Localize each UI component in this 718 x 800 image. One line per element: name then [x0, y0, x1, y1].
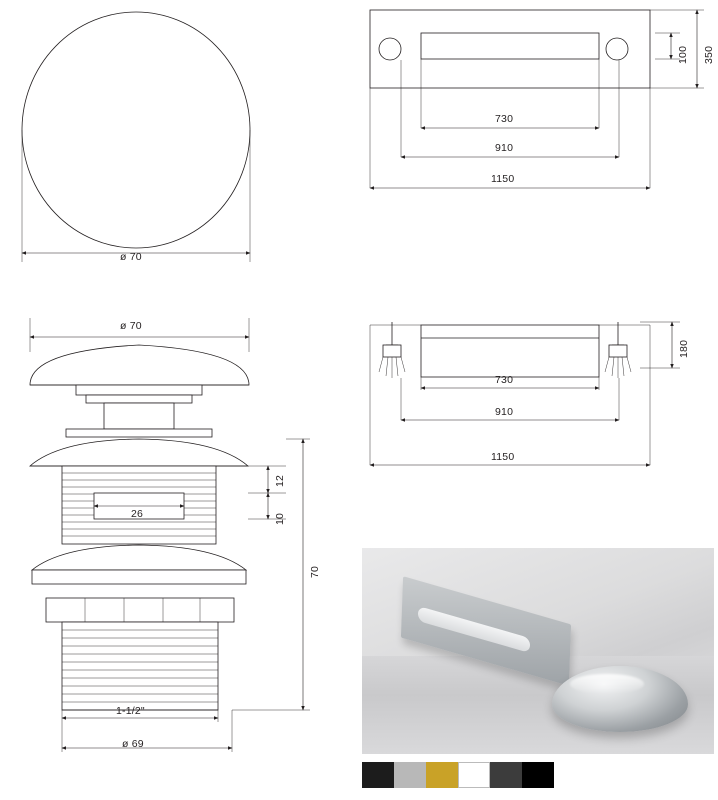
- dim-plan-100: 100: [677, 45, 689, 64]
- dim-plan-910: 910: [495, 142, 514, 154]
- dim-section-910: 910: [495, 406, 514, 418]
- dim-thread-size: 1-1/2": [116, 705, 145, 717]
- dim-12: 12: [274, 474, 286, 487]
- swatch-3[interactable]: [458, 762, 490, 788]
- drain-plan-geometry: [370, 10, 704, 188]
- finish-swatches: [362, 762, 554, 788]
- dome-cap-highlight: [570, 674, 644, 694]
- dim-70: 70: [309, 565, 321, 578]
- dim-plan-350: 350: [703, 45, 715, 64]
- dim-diameter-69: ø 69: [122, 738, 144, 750]
- cap-top-view-geometry: [22, 12, 250, 262]
- dim-10: 10: [274, 512, 286, 525]
- swatch-0[interactable]: [362, 762, 394, 788]
- swatch-4[interactable]: [490, 762, 522, 788]
- dim-bore-26: 26: [131, 508, 144, 520]
- dim-plan-730: 730: [495, 113, 514, 125]
- dim-plan-1150: 1150: [491, 173, 515, 185]
- swatch-2[interactable]: [426, 762, 458, 788]
- cap-section-geometry: [30, 318, 310, 752]
- dim-section-730: 730: [495, 374, 514, 386]
- dim-section-1150: 1150: [491, 451, 515, 463]
- swatch-1[interactable]: [394, 762, 426, 788]
- dim-section-diameter-70: ø 70: [120, 320, 142, 332]
- drain-section-geometry: [370, 322, 680, 465]
- product-photo: [362, 548, 714, 754]
- dim-cap-top-diameter: ø 70: [120, 251, 142, 263]
- dim-section-180: 180: [678, 339, 690, 358]
- swatch-5[interactable]: [522, 762, 554, 788]
